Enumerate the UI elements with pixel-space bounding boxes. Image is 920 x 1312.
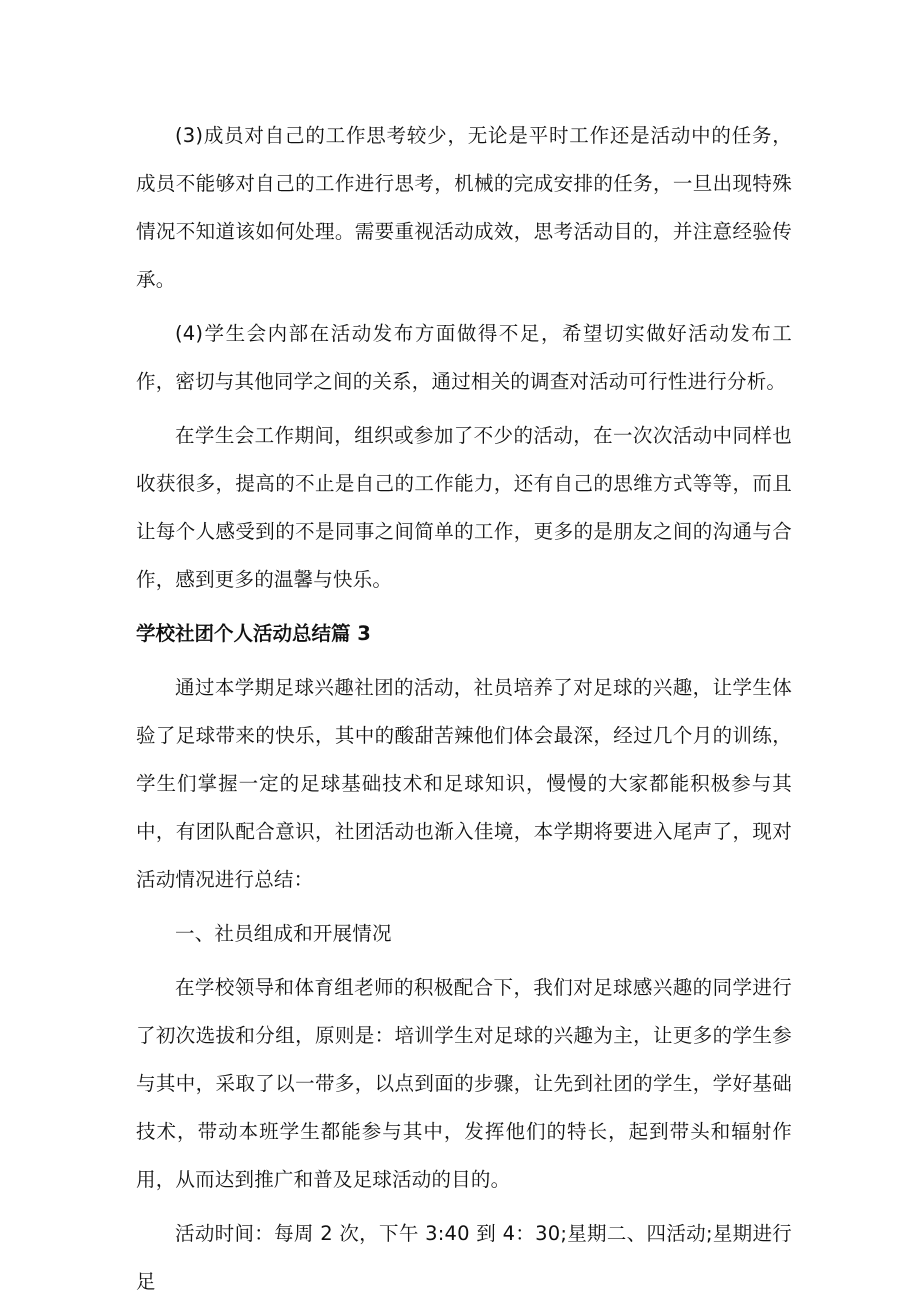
- paragraph-activity-time: 活动时间：每周 2 次，下午 3:40 到 4：30;星期二、四活动;星期进行足: [136, 1222, 792, 1293]
- paragraph-football-club-intro: 通过本学期足球兴趣社团的活动，社员培养了对足球的兴趣，让学生体验了足球带来的快乐，其中的酸甜苦辣他们体会最深，经过几个月的训练，学生们掌握一定的足球基础技术和足球知识，慢慢的大家都能积极参与其中，有团队配合意识，社团活动也渐入佳境，本学期将要进入尾声了，现对活动情况进行总结：: [136, 676, 792, 891]
- paragraph-selection-grouping: 在学校领导和体育组老师的积极配合下，我们对足球感兴趣的同学进行了初次选拔和分组，原则是：培训学生对足球的兴趣为主，让更多的学生参与其中，采取了以一带多，以点到面的步骤，让先到社团的学生，学好基础技术，带动本班学生都能参与其中，发挥他们的特长，起到带头和辐射作用，从而达到推广和普及足球活动的目的。: [136, 976, 792, 1191]
- paragraph-work-summary: 在学生会工作期间，组织或参加了不少的活动，在一次次活动中同样也收获很多，提高的不止是自己的工作能力，还有自己的思维方式等等，而且让每个人感受到的不是同事之间简单的工作，更多的是朋友之间的沟通与合作，感到更多的温馨与快乐。: [136, 424, 792, 591]
- section-title: 学校社团个人活动总结篇 3: [136, 622, 371, 645]
- document-body: [136, 112, 792, 1312]
- paragraph-member-reflection: (3)成员对自己的工作思考较少，无论是平时工作还是活动中的任务，成员不能够对自己的工作进行思考，机械的完成安排的任务，一旦出现特殊情况不知道该如何处理。需要重视活动成效，思考活动目的，并注意经验传承。: [136, 124, 792, 291]
- subheading-member-composition: 一、社员组成和开展情况: [175, 922, 392, 945]
- paragraph-activity-publishing: (4)学生会内部在活动发布方面做得不足，希望切实做好活动发布工作，密切与其他同学之间的关系，通过相关的调查对活动可行性进行分析。: [136, 322, 792, 393]
